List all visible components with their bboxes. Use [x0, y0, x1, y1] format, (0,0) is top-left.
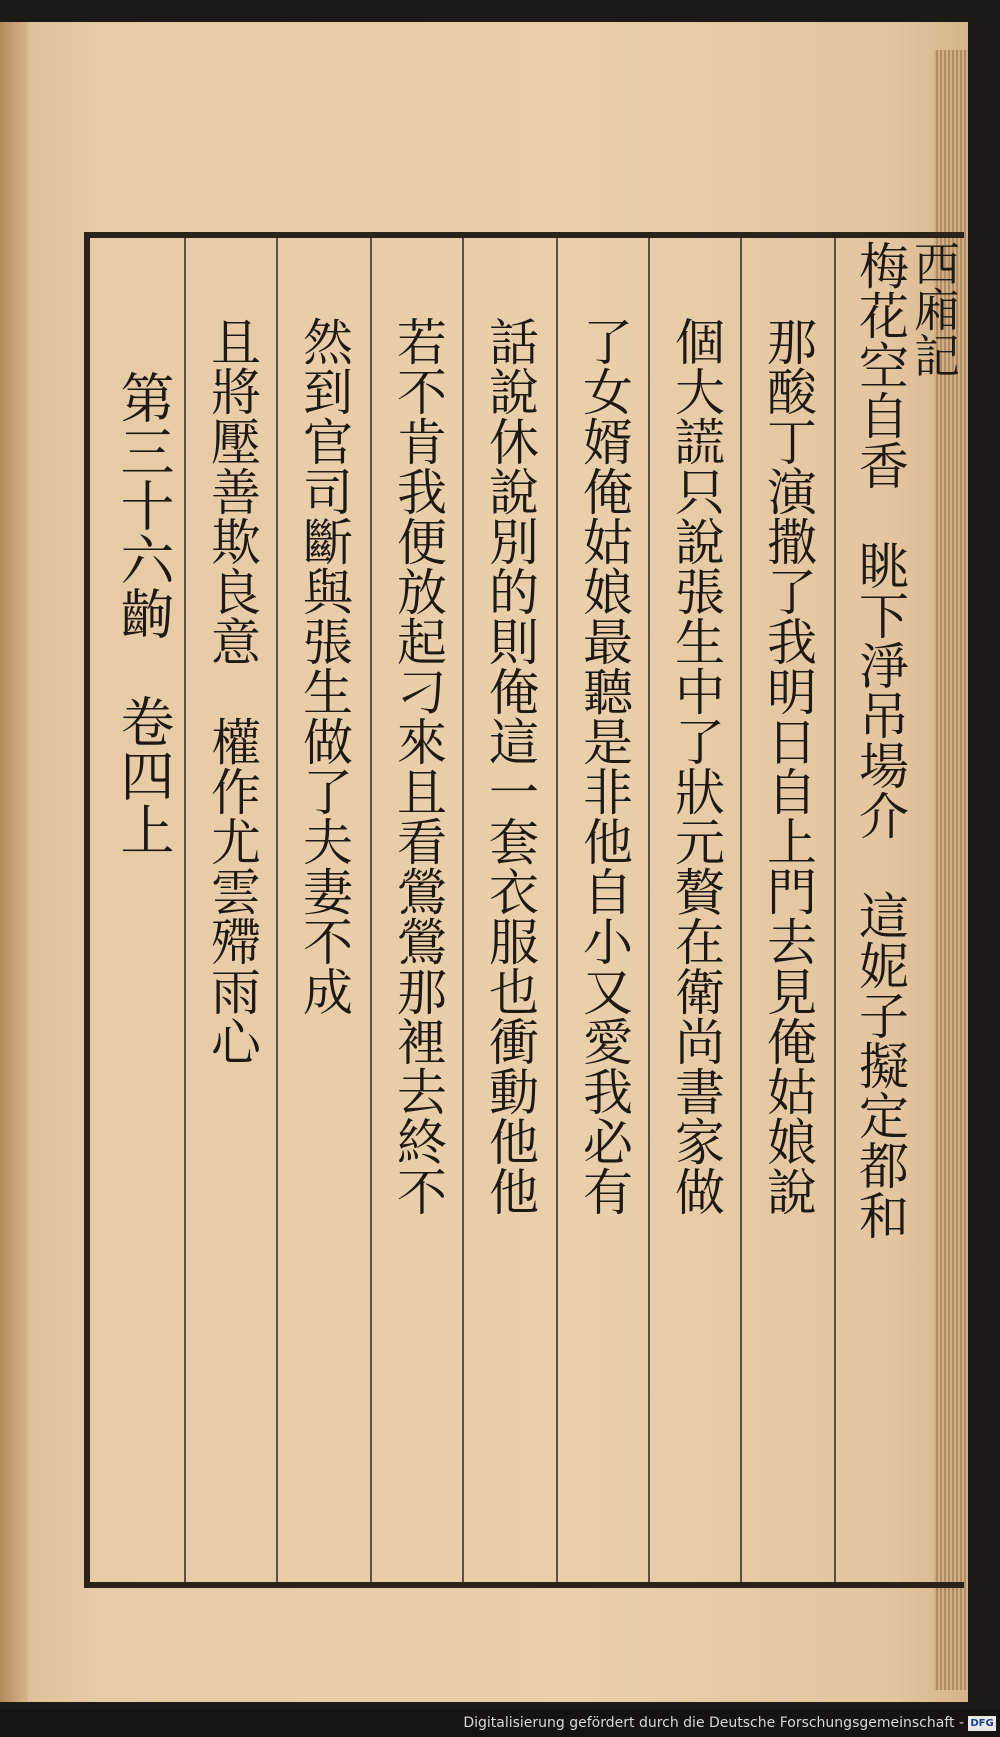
column-rule: [740, 238, 743, 1582]
funding-credit: Digitalisierung gefördert durch die Deutsche Forschungsgemeinschaft -: [463, 1715, 964, 1731]
binding-gutter: [0, 22, 28, 1702]
text-column-5: 話說休說別的則俺這一套衣服也衝動他他: [481, 316, 539, 1216]
column-rule: [556, 238, 559, 1582]
column-rule: [834, 238, 837, 1582]
text-column-8: 且將壓善欺良意 權作尤雲殢雨心: [203, 316, 261, 1066]
text-column-3: 個大謊只說張生中了狀元贅在衛尚書家做: [667, 316, 725, 1216]
footer-bar: [0, 1710, 1000, 1737]
column-rule: [184, 238, 187, 1582]
column-rule: [462, 238, 465, 1582]
chapter-label: 第三十六齣 卷四上: [112, 370, 175, 856]
text-column-4: 了女婿俺姑娘最聽是非他自小又愛我必有: [575, 316, 633, 1216]
text-column-6: 若不肯我便放起刁來且看鶯鶯那裡去終不: [389, 316, 447, 1216]
spine-title: 西廂記: [907, 240, 961, 378]
text-column-2: 那酸丁演撒了我明日自上門去見俺姑娘說: [759, 316, 817, 1216]
dfg-logo: DFG: [968, 1716, 996, 1731]
column-rule: [648, 238, 651, 1582]
text-column-1: 梅花空自香 眺下淨吊場介 這妮子擬定都和: [851, 240, 909, 1240]
column-rule: [276, 238, 279, 1582]
column-rule: [370, 238, 373, 1582]
text-column-7: 然到官司斷與張生做了夫妻不成: [295, 316, 353, 1016]
